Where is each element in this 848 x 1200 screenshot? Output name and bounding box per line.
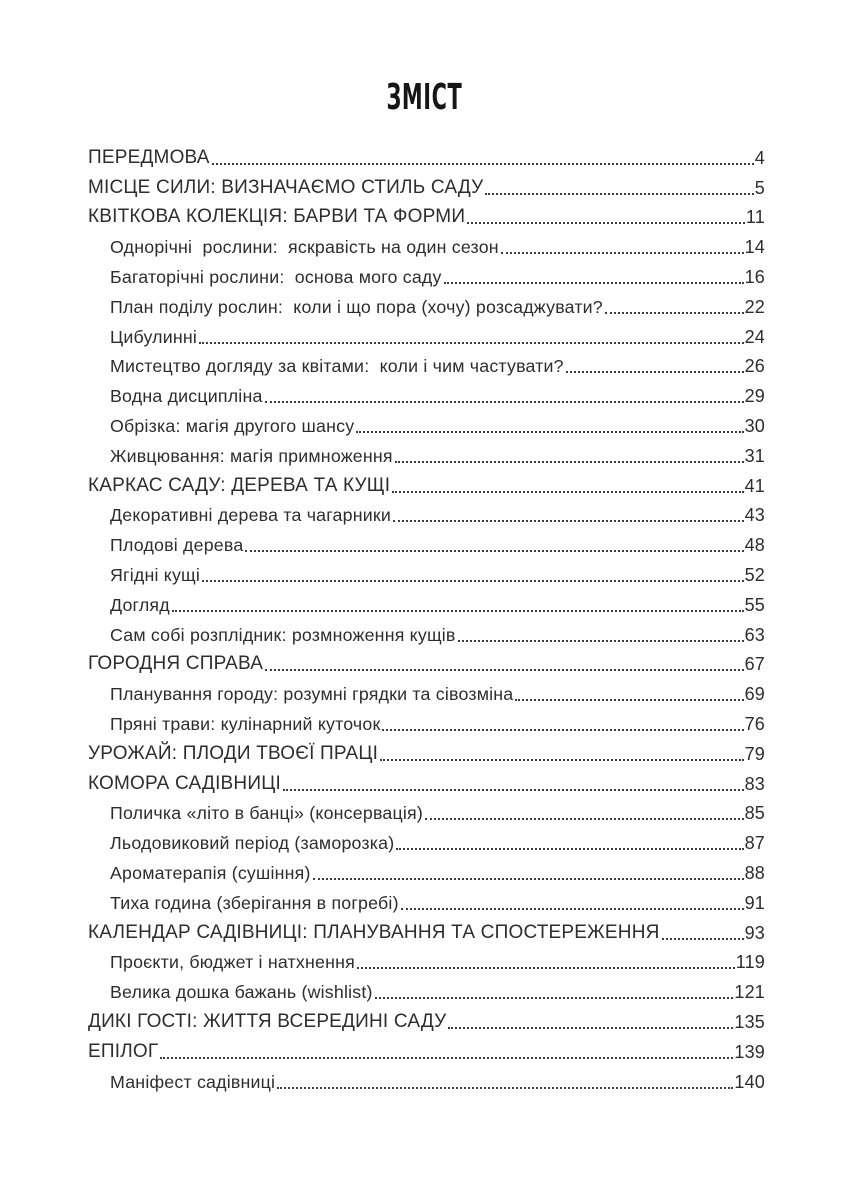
toc-entry bbox=[88, 854, 765, 884]
toc-entry-page-number: 76 bbox=[744, 713, 765, 734]
dot-leader bbox=[501, 252, 744, 254]
toc-entry-label: КОМОРА САДІВНИЦІ bbox=[88, 772, 281, 794]
toc-entry bbox=[88, 288, 765, 318]
toc-entry-label: Маніфест садівниці bbox=[110, 1071, 276, 1092]
toc-entry-label: Велика дошка бажань (wishlist) bbox=[110, 982, 373, 1003]
dot-leader bbox=[375, 997, 734, 999]
toc-entry-label: Поличка «літо в банці» (консервація) bbox=[110, 803, 423, 824]
toc-entry-page-number: 85 bbox=[744, 803, 765, 824]
toc-entry-page-number: 55 bbox=[744, 594, 765, 615]
toc-entry bbox=[88, 437, 765, 467]
toc-entry-page-number: 140 bbox=[734, 1071, 765, 1092]
toc-entry-label: Тиха година (зберігання в погребі) bbox=[110, 892, 399, 913]
toc-entry-page-number: 11 bbox=[745, 207, 765, 228]
toc-entry-label: Однорічні рослини: яскравість на один сезон bbox=[110, 237, 499, 258]
toc-entry-page-number: 48 bbox=[744, 535, 765, 556]
toc-entry-page-number: 91 bbox=[744, 892, 765, 913]
toc-entry bbox=[88, 735, 765, 765]
toc-entry-page-number: 5 bbox=[754, 177, 765, 198]
toc-entry bbox=[88, 586, 765, 616]
toc-entry-page-number: 83 bbox=[744, 773, 765, 794]
toc-entry-label: КАЛЕНДАР САДІВНИЦІ: ПЛАНУВАННЯ ТА СПОСТЕРЕЖЕННЯ bbox=[88, 921, 660, 943]
dot-leader bbox=[515, 699, 743, 701]
toc-entry-label: ЕПІЛОГ bbox=[88, 1040, 159, 1062]
toc-entry-label: Мистецтво догляду за квітами: коли і чим частувати? bbox=[110, 356, 564, 377]
toc-entry-page-number: 43 bbox=[744, 505, 765, 526]
toc-entry bbox=[88, 139, 765, 169]
dot-leader bbox=[566, 371, 744, 373]
toc-entry bbox=[88, 526, 765, 556]
dot-leader bbox=[380, 759, 743, 761]
toc-entry-page-number: 79 bbox=[744, 743, 765, 764]
title-wrap bbox=[0, 0, 848, 116]
toc-entry-label: Льодовиковий період (заморозка) bbox=[110, 833, 395, 854]
dot-leader bbox=[393, 520, 744, 522]
toc-entry-page-number: 69 bbox=[744, 684, 765, 705]
toc-entry-label: Цибулинні bbox=[110, 326, 198, 347]
page-title: ЗМІСТ bbox=[386, 77, 462, 118]
toc-entry bbox=[88, 407, 765, 437]
toc-entry bbox=[88, 467, 765, 497]
toc-entry-page-number: 63 bbox=[744, 624, 765, 645]
dot-leader bbox=[313, 878, 744, 880]
toc-entry-label: Ягідні кущі bbox=[110, 564, 201, 585]
dot-leader bbox=[357, 967, 735, 969]
toc-entry-page-number: 30 bbox=[744, 415, 765, 436]
toc-entry bbox=[88, 1003, 765, 1033]
toc-entry-label: Догляд bbox=[110, 594, 170, 615]
toc-entry-page-number: 24 bbox=[744, 326, 765, 347]
toc-entry-page-number: 93 bbox=[744, 922, 765, 943]
dot-leader bbox=[212, 163, 754, 165]
toc-entry-label: ПЕРЕДМОВА bbox=[88, 146, 210, 168]
toc-entry-page-number: 119 bbox=[735, 952, 765, 973]
toc-entry-page-number: 26 bbox=[744, 356, 765, 377]
dot-leader bbox=[265, 669, 743, 671]
dot-leader bbox=[395, 461, 744, 463]
toc-entry-label: Водна дисципліна bbox=[110, 386, 263, 407]
toc-entry-page-number: 67 bbox=[744, 654, 765, 675]
toc-entry-label: МІСЦЕ СИЛИ: ВИЗНАЧАЄМО СТИЛЬ САДУ bbox=[88, 176, 484, 198]
dot-leader bbox=[662, 938, 744, 940]
dot-leader bbox=[401, 908, 744, 910]
toc-entry-label: УРОЖАЙ: ПЛОДИ ТВОЄЇ ПРАЦІ bbox=[88, 742, 379, 764]
toc-entry-page-number: 121 bbox=[734, 982, 765, 1003]
toc-entry-label: Обрізка: магія другого шансу bbox=[110, 415, 355, 436]
dot-leader bbox=[458, 640, 744, 642]
toc-entry-label: Живцювання: магія примноження bbox=[110, 445, 393, 466]
dot-leader bbox=[444, 282, 744, 284]
dot-leader bbox=[382, 729, 743, 731]
toc-entry-page-number: 41 bbox=[744, 475, 765, 496]
dot-leader bbox=[283, 789, 744, 791]
toc-entry bbox=[88, 169, 765, 199]
toc-entry-page-number: 29 bbox=[744, 386, 765, 407]
table-of-contents bbox=[0, 139, 848, 1093]
toc-entry bbox=[88, 1033, 765, 1063]
toc-entry-label: Багаторічні рослини: основа мого саду bbox=[110, 266, 442, 287]
toc-entry bbox=[88, 675, 765, 705]
toc-entry bbox=[88, 258, 765, 288]
toc-entry-label: КАРКАС САДУ: ДЕРЕВА ТА КУЩІ bbox=[88, 474, 391, 496]
dot-leader bbox=[448, 1027, 733, 1029]
toc-entry-page-number: 31 bbox=[744, 445, 765, 466]
dot-leader bbox=[172, 610, 744, 612]
dot-leader bbox=[202, 580, 744, 582]
toc-entry bbox=[88, 318, 765, 348]
toc-entry-label: ГОРОДНЯ СПРАВА bbox=[88, 653, 264, 675]
dot-leader bbox=[605, 312, 744, 314]
toc-entry bbox=[88, 646, 765, 676]
toc-entry bbox=[88, 199, 765, 229]
toc-entry bbox=[88, 765, 765, 795]
toc-entry-label: Планування городу: розумні грядки та сівозміна bbox=[110, 684, 514, 705]
toc-entry bbox=[88, 556, 765, 586]
dot-leader bbox=[199, 342, 744, 344]
toc-entry-page-number: 88 bbox=[744, 862, 765, 883]
dot-leader bbox=[425, 818, 744, 820]
toc-entry-page-number: 22 bbox=[744, 296, 765, 317]
toc-entry-label: Сам собі розплідник: розмноження кущів bbox=[110, 624, 456, 645]
toc-entry-label: Проєкти, бюджет і натхнення bbox=[110, 952, 355, 973]
dot-leader bbox=[485, 193, 753, 195]
toc-entry-label: Ароматерапія (сушіння) bbox=[110, 862, 311, 883]
toc-entry bbox=[88, 973, 765, 1003]
dot-leader bbox=[277, 1087, 733, 1089]
toc-entry bbox=[88, 795, 765, 825]
toc-entry-label: КВІТКОВА КОЛЕКЦІЯ: БАРВИ ТА ФОРМИ bbox=[88, 206, 466, 228]
dot-leader bbox=[392, 491, 743, 493]
toc-entry bbox=[88, 705, 765, 735]
toc-entry bbox=[88, 824, 765, 854]
toc-entry bbox=[88, 884, 765, 914]
toc-entry bbox=[88, 228, 765, 258]
toc-entry-label: Плодові дерева bbox=[110, 535, 244, 556]
toc-entry-page-number: 87 bbox=[744, 833, 765, 854]
toc-entry bbox=[88, 944, 765, 974]
toc-entry-label: Пряні трави: кулінарний куточок bbox=[110, 713, 381, 734]
toc-entry-page-number: 4 bbox=[754, 147, 765, 168]
toc-entry-label: План поділу рослин: коли і що пора (хочу) розсаджувати? bbox=[110, 296, 603, 317]
toc-entry-label: ДИКІ ГОСТІ: ЖИТТЯ ВСЕРЕДИНІ САДУ bbox=[88, 1010, 447, 1032]
toc-entry-page-number: 135 bbox=[734, 1011, 765, 1032]
dot-leader bbox=[265, 401, 744, 403]
toc-entry bbox=[88, 348, 765, 378]
toc-entry bbox=[88, 1063, 765, 1093]
toc-entry-page-number: 16 bbox=[744, 266, 765, 287]
toc-entry-page-number: 139 bbox=[734, 1041, 765, 1062]
dot-leader bbox=[245, 550, 743, 552]
toc-entry bbox=[88, 497, 765, 527]
dot-leader bbox=[396, 848, 743, 850]
toc-entry bbox=[88, 616, 765, 646]
toc-entry-page-number: 14 bbox=[744, 237, 765, 258]
toc-entry-page-number: 52 bbox=[744, 564, 765, 585]
dot-leader bbox=[160, 1057, 733, 1059]
toc-entry bbox=[88, 914, 765, 944]
dot-leader bbox=[356, 431, 743, 433]
toc-entry bbox=[88, 377, 765, 407]
toc-entry-label: Декоративні дерева та чагарники bbox=[110, 505, 392, 526]
dot-leader bbox=[467, 222, 745, 224]
